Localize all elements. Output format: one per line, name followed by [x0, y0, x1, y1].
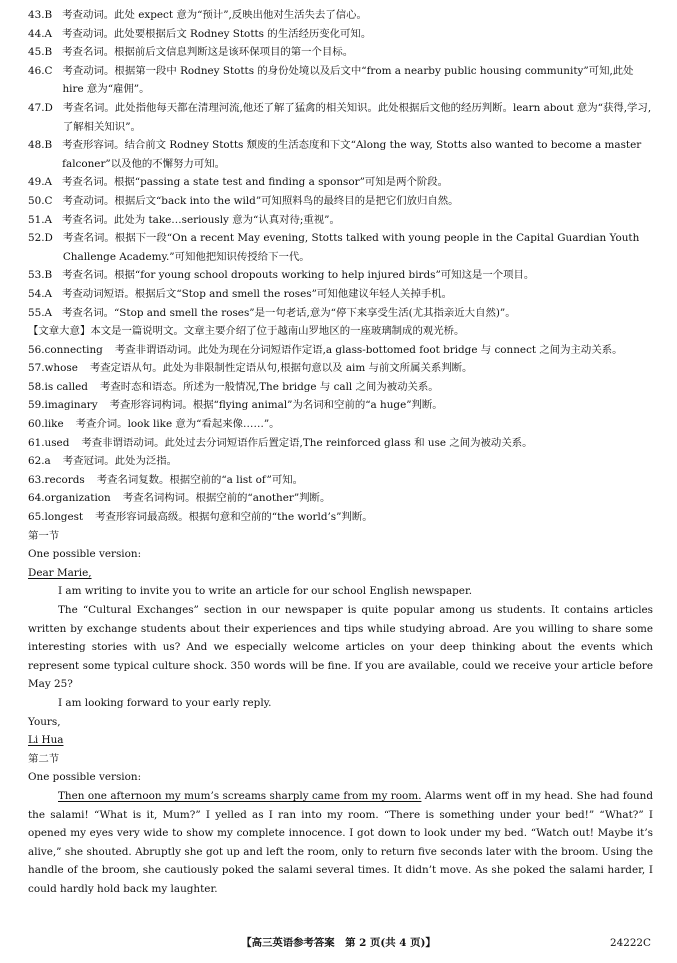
grammar-answer-word: is called — [44, 380, 88, 393]
answer-explanation: 考查动词。此处要根据后文 Rodney Stotts 的生活经历变化可知。 — [62, 27, 372, 40]
grammar-number: 61. — [28, 436, 45, 449]
answer-explanation: 考查名词。根据前后文信息判断这是该环保项目的第一个目标。 — [62, 46, 354, 59]
grammar-item — [28, 378, 653, 397]
answer-item — [28, 62, 653, 99]
grammar-explanation: 考查介词。look like 意为“看起来像……”。 — [75, 418, 280, 431]
grammar-item — [28, 508, 653, 527]
story-body: Alarms went off in my head. She had found the salami! “What is it, Mum?” I yelled as I ran into my room. “There is something under your bed!” “What?” I opened my eyes very wide to show my complete innocence. I got down to look under my bed. “Watch out! Maybe it’s alive,” she shouted. Abruptly she got up and left the room, only to return five seconds later with the broom. Using the handle of the broom, she cautiously poked the salami several times. It didn’t move. As she poked the salami harder, I could hardly hold back my laughter. — [28, 789, 654, 895]
footer-paper-code: 24222C — [609, 937, 651, 949]
section-two — [28, 750, 653, 899]
answer-number: 50.C — [28, 194, 53, 207]
grammar-number: 63. — [28, 473, 45, 486]
letter-salutation: Dear Marie, — [28, 566, 92, 579]
story-opening-sentence: Then one afternoon my mum’s screams sharply came from my room. — [58, 789, 422, 802]
grammar-item — [28, 471, 653, 490]
letter-paragraph: The “Cultural Exchanges” section in our newspaper is quite popular among us students. It contains articles written by exchange students about their experiences and tips while studying abroad. Are you willing to share some interesting stories with us? And we especially welcome articles on your deep thinking about the events which represent some typical culture shock. 350 words will be fine. If you are available, could we receive your article before May 25? — [28, 604, 653, 691]
answer-explanation: 考查名词。根据“passing a state test and finding a sponsor”可知是两个阶段。 — [62, 176, 449, 189]
letter-closing: Yours, — [28, 715, 61, 728]
answer-number: 55.A — [28, 306, 53, 319]
footer-page-label: 【高三英语参考答案 第 2 页(共 4 页)】 — [241, 937, 436, 949]
grammar-explanation: 考查形容词最高级。根据句意和空前的“the world’s”判断。 — [95, 511, 373, 524]
answer-item — [28, 136, 653, 173]
answer-explanation: 考查形容词。结合前文 Rodney Stotts 颓废的生活态度和下文“Along the way, Stotts also wanted to become a master falconer”以及他的不懈努力可知。 — [62, 139, 642, 170]
answer-explanation: 考查动词。此处 expect 意为“预计”,反映出他对生活失去了信心。 — [62, 9, 367, 21]
answer-item — [28, 6, 653, 25]
answer-explanation: 考查动词。根据第一段中 Rodney Stotts 的身份处境以及后文中“from a nearby public housing community”可知,此处 hire 意为“雇佣”。 — [62, 64, 634, 96]
grammar-number: 57. — [28, 362, 45, 375]
answer-explanation: 考查动词。根据后文“back into the wild”可知照料鸟的最终目的是把它们放归自然。 — [62, 194, 459, 207]
answer-number: 54.A — [28, 287, 53, 300]
letter-paragraph: I am looking forward to your early reply. — [58, 696, 272, 709]
answer-number: 44.A — [28, 27, 53, 40]
grammar-explanation: 考查定语从句。此处为非限制性定语从句,根据句意以及 aim 与前文所属关系判断。 — [89, 362, 473, 375]
grammar-answer-word: like — [44, 418, 64, 431]
grammar-item — [28, 415, 653, 434]
grammar-item — [28, 452, 653, 471]
grammar-number: 56. — [28, 343, 45, 356]
answer-item — [28, 25, 653, 44]
grammar-number: 64. — [28, 492, 45, 505]
grammar-number: 65. — [28, 511, 45, 524]
grammar-explanation: 考查冠词。此处为泛指。 — [62, 455, 178, 468]
answer-explanation: 考查名词。此处指他每天都在清理河流,他还了解了猛禽的相关知识。此处根据后文他的经历判断。learn about 意为“获得,学习,了解相关知识”。 — [62, 101, 652, 133]
grammar-explanation: 考查时态和语态。所述为一般情况,The bridge 与 call 之间为被动关系。 — [99, 380, 439, 393]
letter-paragraph: I am writing to invite you to write an article for our school English newspaper. — [58, 585, 473, 598]
grammar-explanation: 考查形容词构词。根据“flying animal”为名词和空前的“a huge”判断。 — [109, 399, 443, 412]
answer-item — [28, 99, 653, 136]
grammar-number: 59. — [28, 399, 45, 412]
grammar-explanation: 考查非谓语动词。此处过去分词短语作后置定语,The reinforced glass 和 use 之间为被动关系。 — [81, 436, 533, 449]
grammar-item — [28, 341, 653, 360]
answer-item — [28, 266, 653, 285]
grammar-answer-word: imaginary — [44, 399, 98, 412]
section-one-version: One possible version: — [28, 548, 142, 561]
answer-explanation: 考查名词。“Stop and smell the roses”是一句老话,意为“停下来享受生活(尤其指亲近大自然)”。 — [62, 306, 516, 319]
grammar-explanation: 考查名词构词。根据空前的“another”判断。 — [122, 492, 331, 505]
answer-number: 47.D — [28, 101, 53, 114]
answer-explanation: 考查动词短语。根据后文“Stop and smell the roses”可知他建议年轻人关掉手机。 — [62, 287, 453, 300]
grammar-answer-word: records — [44, 473, 85, 486]
grammar-answer-word: whose — [44, 362, 78, 375]
answer-item — [28, 173, 653, 192]
letter-signature: Li Hua — [28, 734, 64, 747]
grammar-answer-word: used — [44, 436, 70, 449]
section-two-heading: 第二节 — [28, 752, 60, 765]
vocabulary-answers — [28, 6, 653, 322]
answer-number: 49.A — [28, 176, 53, 189]
answer-number: 45.B — [28, 46, 53, 59]
article-summary: 【文章大意】本文是一篇说明文。文章主要介绍了位于越南山罗地区的一座玻璃制成的观光桥。 — [28, 325, 465, 338]
answer-item — [28, 192, 653, 211]
answer-explanation: 考查名词。此处为 take…seriously 意为“认真对待;重视”。 — [62, 213, 340, 226]
grammar-number: 60. — [28, 418, 45, 431]
invitation-letter — [28, 564, 653, 750]
grammar-number: 62. — [28, 455, 45, 468]
grammar-answer-word: connecting — [44, 343, 103, 356]
answer-number: 48.B — [28, 139, 53, 152]
answer-item — [28, 229, 653, 266]
grammar-answer-word: longest — [44, 511, 84, 524]
answer-item — [28, 285, 653, 304]
answer-number: 51.A — [28, 213, 53, 226]
grammar-item — [28, 359, 653, 378]
continuation-story — [28, 787, 653, 899]
grammar-answer-word: organization — [44, 492, 111, 505]
answer-number: 43.B — [28, 9, 53, 21]
section-two-version: One possible version: — [28, 771, 142, 784]
answer-number: 52.D — [28, 232, 53, 245]
answer-number: 53.B — [28, 269, 53, 282]
answer-number: 46.C — [28, 64, 53, 77]
section-one-heading: 第一节 — [28, 529, 60, 542]
grammar-item — [28, 396, 653, 415]
grammar-answers — [28, 341, 653, 527]
answer-item — [28, 211, 653, 230]
grammar-item — [28, 434, 653, 453]
grammar-answer-word: a — [44, 455, 51, 468]
grammar-number: 58. — [28, 380, 45, 393]
answer-explanation: 考查名词。根据“for young school dropouts working to help injured birds”可知这是一个项目。 — [62, 269, 535, 282]
grammar-explanation: 考查名词复数。根据空前的“a list of”可知。 — [96, 473, 303, 486]
answer-item — [28, 43, 653, 62]
grammar-explanation: 考查非谓语动词。此处为现在分词短语作定语,a glass-bottomed foot bridge 与 connect 之间为主动关系。 — [114, 343, 623, 356]
answer-explanation: 考查名词。根据下一段“On a recent May evening, Stotts talked with young people in the Capital Guardian Youth Challenge Academy.”可知他把知识传授给下一代。 — [62, 232, 640, 263]
answer-item — [28, 304, 653, 323]
grammar-item — [28, 489, 653, 508]
section-one — [28, 527, 653, 750]
